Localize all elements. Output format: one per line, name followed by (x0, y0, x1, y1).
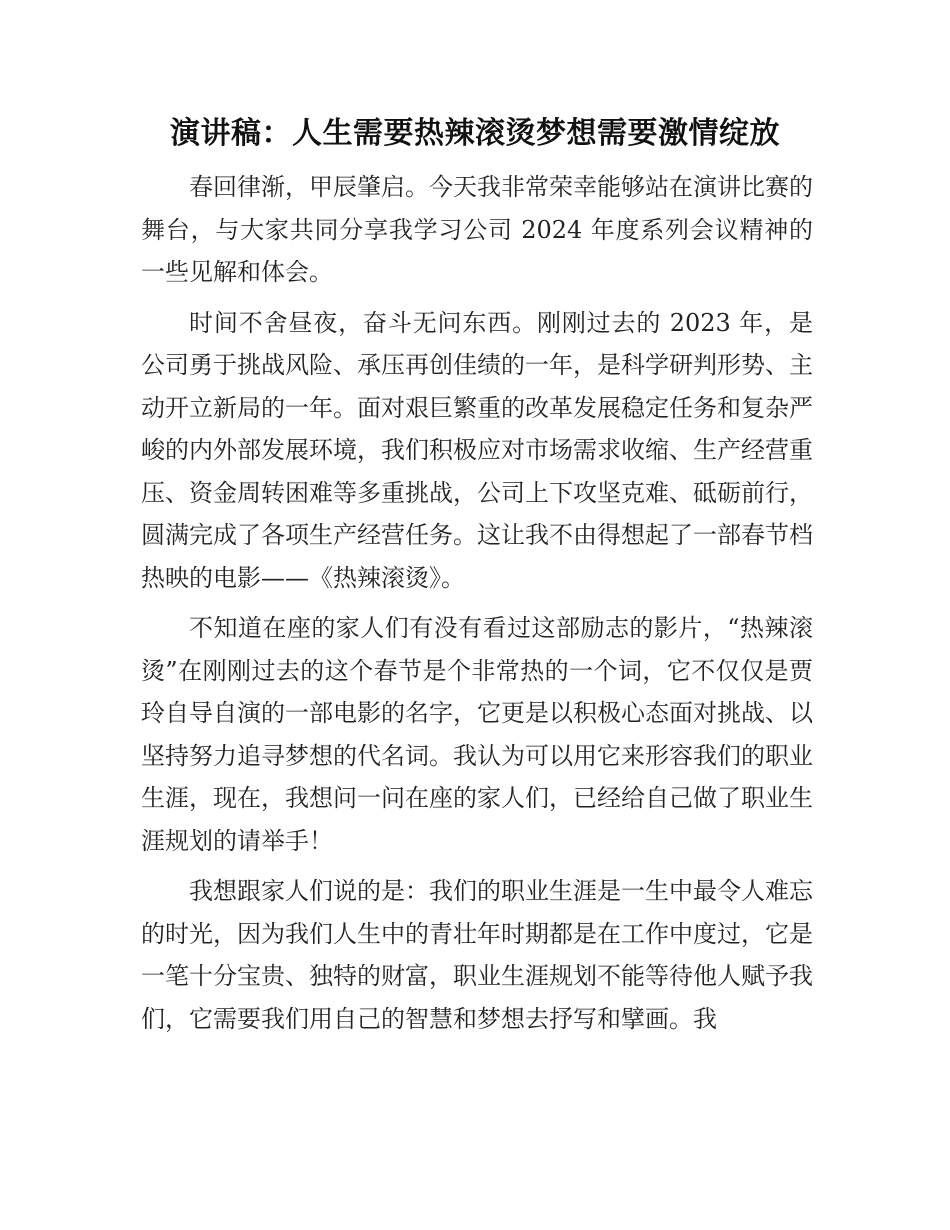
paragraph-career: 我想跟家人们说的是：我们的职业生涯是一生中最令人难忘的时光，因为我们人生中的青壮年时期都是在工作中度过，它是一笔十分宝贵、独特的财富，职业生涯规划不能等待他人赋予我们，它需要我们用自己的智慧和梦想去抒写和擘画。我 (141, 877, 813, 1033)
paragraph-movie: 不知道在座的家人们有没有看过这部励志的影片，“热辣滚烫”在刚刚过去的这个春节是个非常热的一个词，它不仅仅是贾玲自导自演的一部电影的名字，它更是以积极心态面对挑战、以坚持努力追寻梦想的代名词。我认为可以用它来形容我们的职业生涯，现在，我想问一问在座的家人们，已经给自己做了职业生涯规划的请举手！ (141, 614, 813, 855)
document-body (141, 166, 813, 1048)
paragraph-opening: 春回律渐，甲辰肇启。今天我非常荣幸能够站在演讲比赛的舞台，与大家共同分享我学习公司 2024 年度系列会议精神的一些见解和体会。 (141, 173, 813, 286)
paragraph-review-2023: 时间不舍昼夜，奋斗无问东西。刚刚过去的 2023 年，是公司勇于挑战风险、承压再创佳绩的一年，是科学研判形势、主动开立新局的一年。面对艰巨繁重的改革发展稳定任务和复杂严峻的内外部发展环境，我们积极应对市场需求收缩、生产经营重压、资金周转困难等多重挑战，公司上下攻坚克难、砥砺前行，圆满完成了各项生产经营任务。这让我不由得想起了一部春节档热映的电影——《热辣滚烫》。 (141, 308, 813, 592)
document-title: 演讲稿：人生需要热辣滚烫梦想需要激情绽放 (170, 116, 780, 151)
